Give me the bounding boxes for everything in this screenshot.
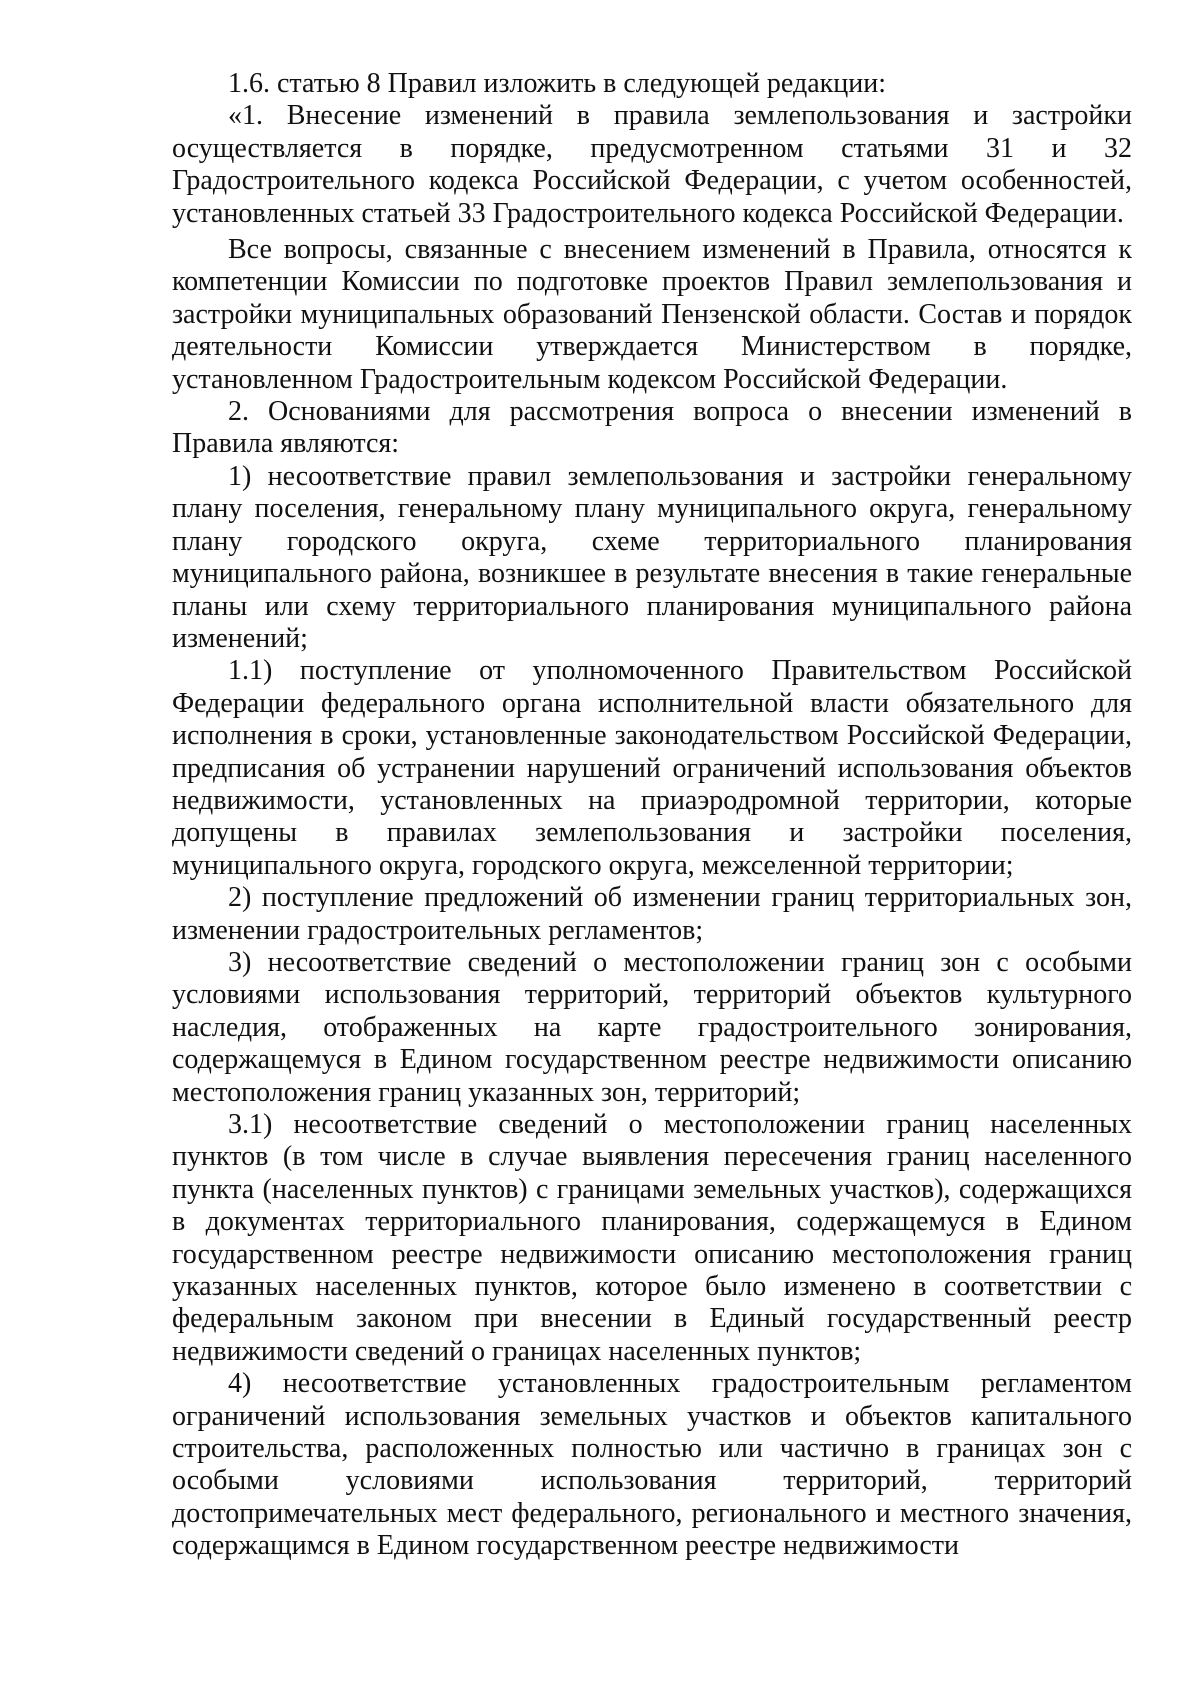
paragraph-item-4: 4) несоответствие установленных градостроительным регламентом ограничений использования земельных участков и объектов капитального строительства, расположенных полностью или частично в границах зон с особыми условиями использования территорий, территорий достопримечательных мест федерального, регионального и местного значения, содержащимся в Едином государственном реестре недвижимости — [172, 1368, 1132, 1562]
paragraph-clause-1: «1. Внесение изменений в правила землепользования и застройки осуществляется в порядке, предусмотренном статьями 31 и 32 Градостроительного кодекса Российской Федерации, с учетом особенностей, установленных статьей 33 Градостроительного кодекса Российской Федерации. — [172, 100, 1132, 229]
paragraph-item-3-1: 3.1) несоответствие сведений о местоположении границ населенных пунктов (в том числе в случае выявления пересечения границ населенного пункта (населенных пунктов) с границами земельных участков), содержащихся в документах территориального планирования, содержащемуся в Едином государственном реестре недвижимости описанию местоположения границ указанных населенных пунктов, которое было изменено в соответствии с федеральным законом при внесении в Единый государственный реестр недвижимости сведений о границах населенных пунктов; — [172, 1109, 1132, 1367]
paragraph-1-6-intro: 1.6. статью 8 Правил изложить в следующей редакции: — [228, 68, 886, 99]
paragraph-item-3: 3) несоответствие сведений о местоположении границ зон с особыми условиями использования территорий, территорий объектов культурного наследия, отображенных на карте градостроительного зонирования, содержащемуся в Едином государственном реестре недвижимости описанию местоположения границ указанных зон, территорий; — [172, 946, 1132, 1108]
paragraph-item-1-1: 1.1) поступление от уполномоченного Правительством Российской Федерации федерального органа исполнительной власти обязательного для исполнения в сроки, установленные законодательством Российской Федерации, предписания об устранении нарушений ограничений использования объектов недвижимости, установленных на приаэродромной территории, которые допущены в правилах землепользования и застройки поселения, муниципального округа, городского округа, межселенной территории; — [172, 655, 1132, 881]
paragraph-item-1: 1) несоответствие правил землепользования и застройки генеральному плану поселения, генеральному плану муниципального округа, генеральному плану городского округа, схеме территориального планирования муниципального района, возникшее в результате внесения в такие генеральные планы или схему территориального планирования муниципального района изменений; — [172, 460, 1132, 654]
document-page — [172, 68, 1132, 1563]
paragraph-commission: Все вопросы, связанные с внесением изменений в Правила, относятся к компетенции Комиссии по подготовке проектов Правил землепользования и застройки муниципальных образований Пензенской области. Состав и порядок деятельности Комиссии утверждается Министерством в порядке, установленном Градостроительным кодексом Российской Федерации. — [172, 234, 1132, 395]
paragraph-clause-2: 2. Основаниями для рассмотрения вопроса о внесении изменений в Правила являются: — [172, 396, 1132, 460]
paragraph-item-2: 2) поступление предложений об изменении границ территориальных зон, изменении градостроительных регламентов; — [172, 882, 1132, 946]
